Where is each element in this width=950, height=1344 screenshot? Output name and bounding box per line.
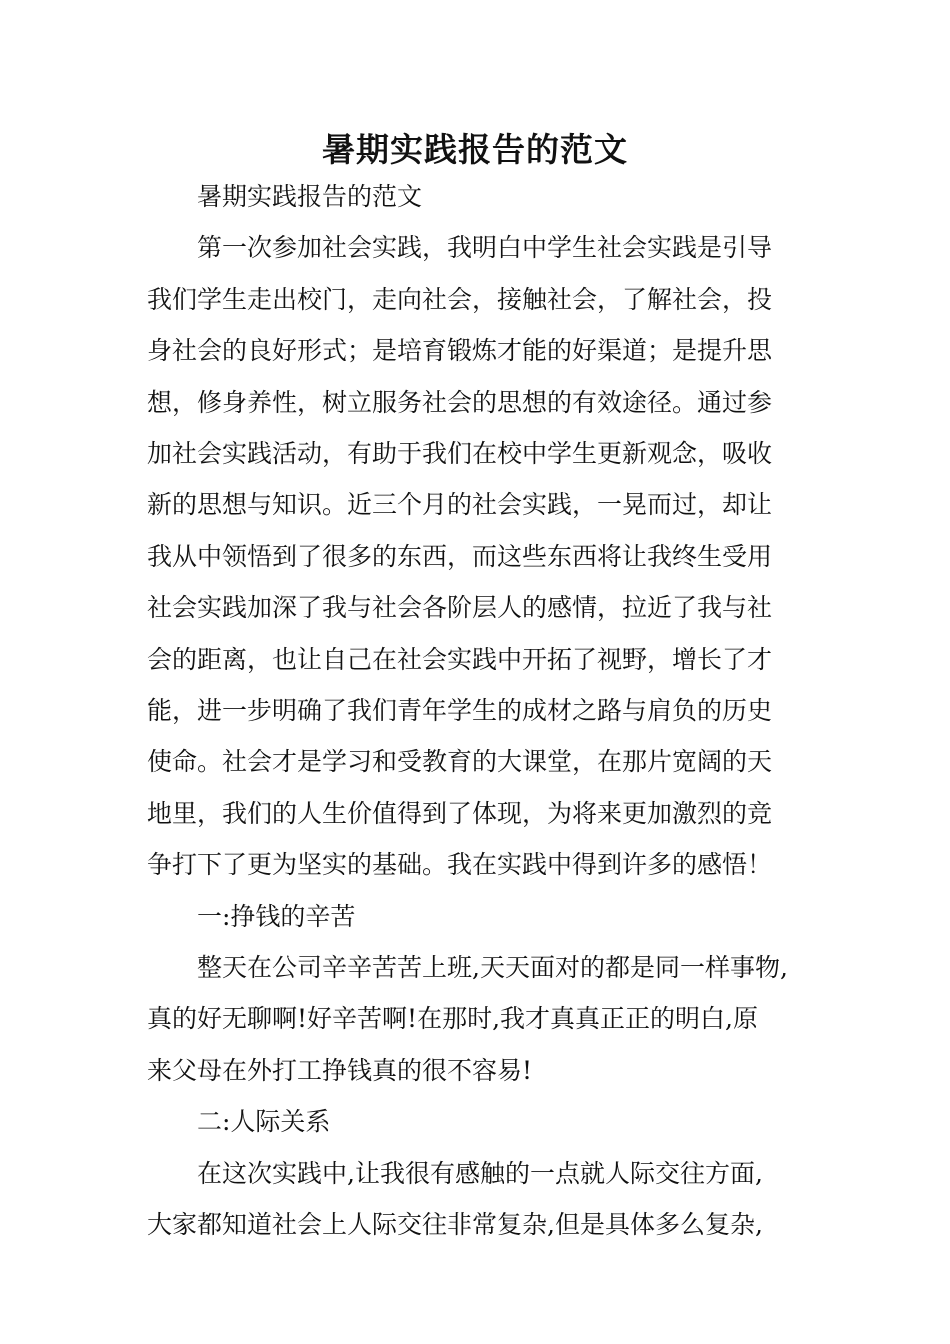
text-line: 在这次实践中,让我很有感触的一点就人际交往方面, [197,1159,763,1188]
text-line: 地里，我们的人生价值得到了体现，为将来更加激烈的竞 [147,799,773,828]
text-line: 能，进一步明确了我们青年学生的成材之路与肩负的历史 [147,696,773,725]
text-line: 二:人际关系 [197,1107,331,1136]
text-line: 我从中领悟到了很多的东西，而这些东西将让我终生受用 [147,542,773,571]
text-line: 想，修身养性，树立服务社会的思想的有效途径。通过参 [147,388,773,417]
text-line: 新的思想与知识。近三个月的社会实践，一晃而过，却让 [147,490,773,519]
text-line: 社会实践加深了我与社会各阶层人的感情，拉近了我与社 [147,593,773,622]
text-line: 我们学生走出校门，走向社会，接触社会，了解社会，投 [147,285,773,314]
text-line: 整天在公司辛辛苦苦上班,天天面对的都是同一样事物, [197,953,788,982]
text-line: 来父母在外打工挣钱真的很不容易! [147,1056,533,1085]
text-line: 加社会实践活动，有助于我们在校中学生更新观念，吸收 [147,439,773,468]
document-title: 暑期实践报告的范文 [322,130,628,169]
text-line: 大家都知道社会上人际交往非常复杂,但是具体多么复杂, [147,1210,763,1239]
text-line: 真的好无聊啊!好辛苦啊!在那时,我才真真正正的明白,原 [147,1004,758,1033]
text-line: 第一次参加社会实践，我明白中学生社会实践是引导 [197,233,773,262]
text-line: 会的距离，也让自己在社会实践中开拓了视野，增长了才 [147,645,773,674]
text-line: 暑期实践报告的范文 [197,182,423,211]
text-line: 一:挣钱的辛苦 [197,902,356,931]
text-line: 争打下了更为坚实的基础。我在实践中得到许多的感悟！ [147,850,773,879]
text-line: 身社会的良好形式；是培育锻炼才能的好渠道；是提升思 [147,336,773,365]
text-line: 使命。社会才是学习和受教育的大课堂，在那片宽阔的天 [147,747,773,776]
